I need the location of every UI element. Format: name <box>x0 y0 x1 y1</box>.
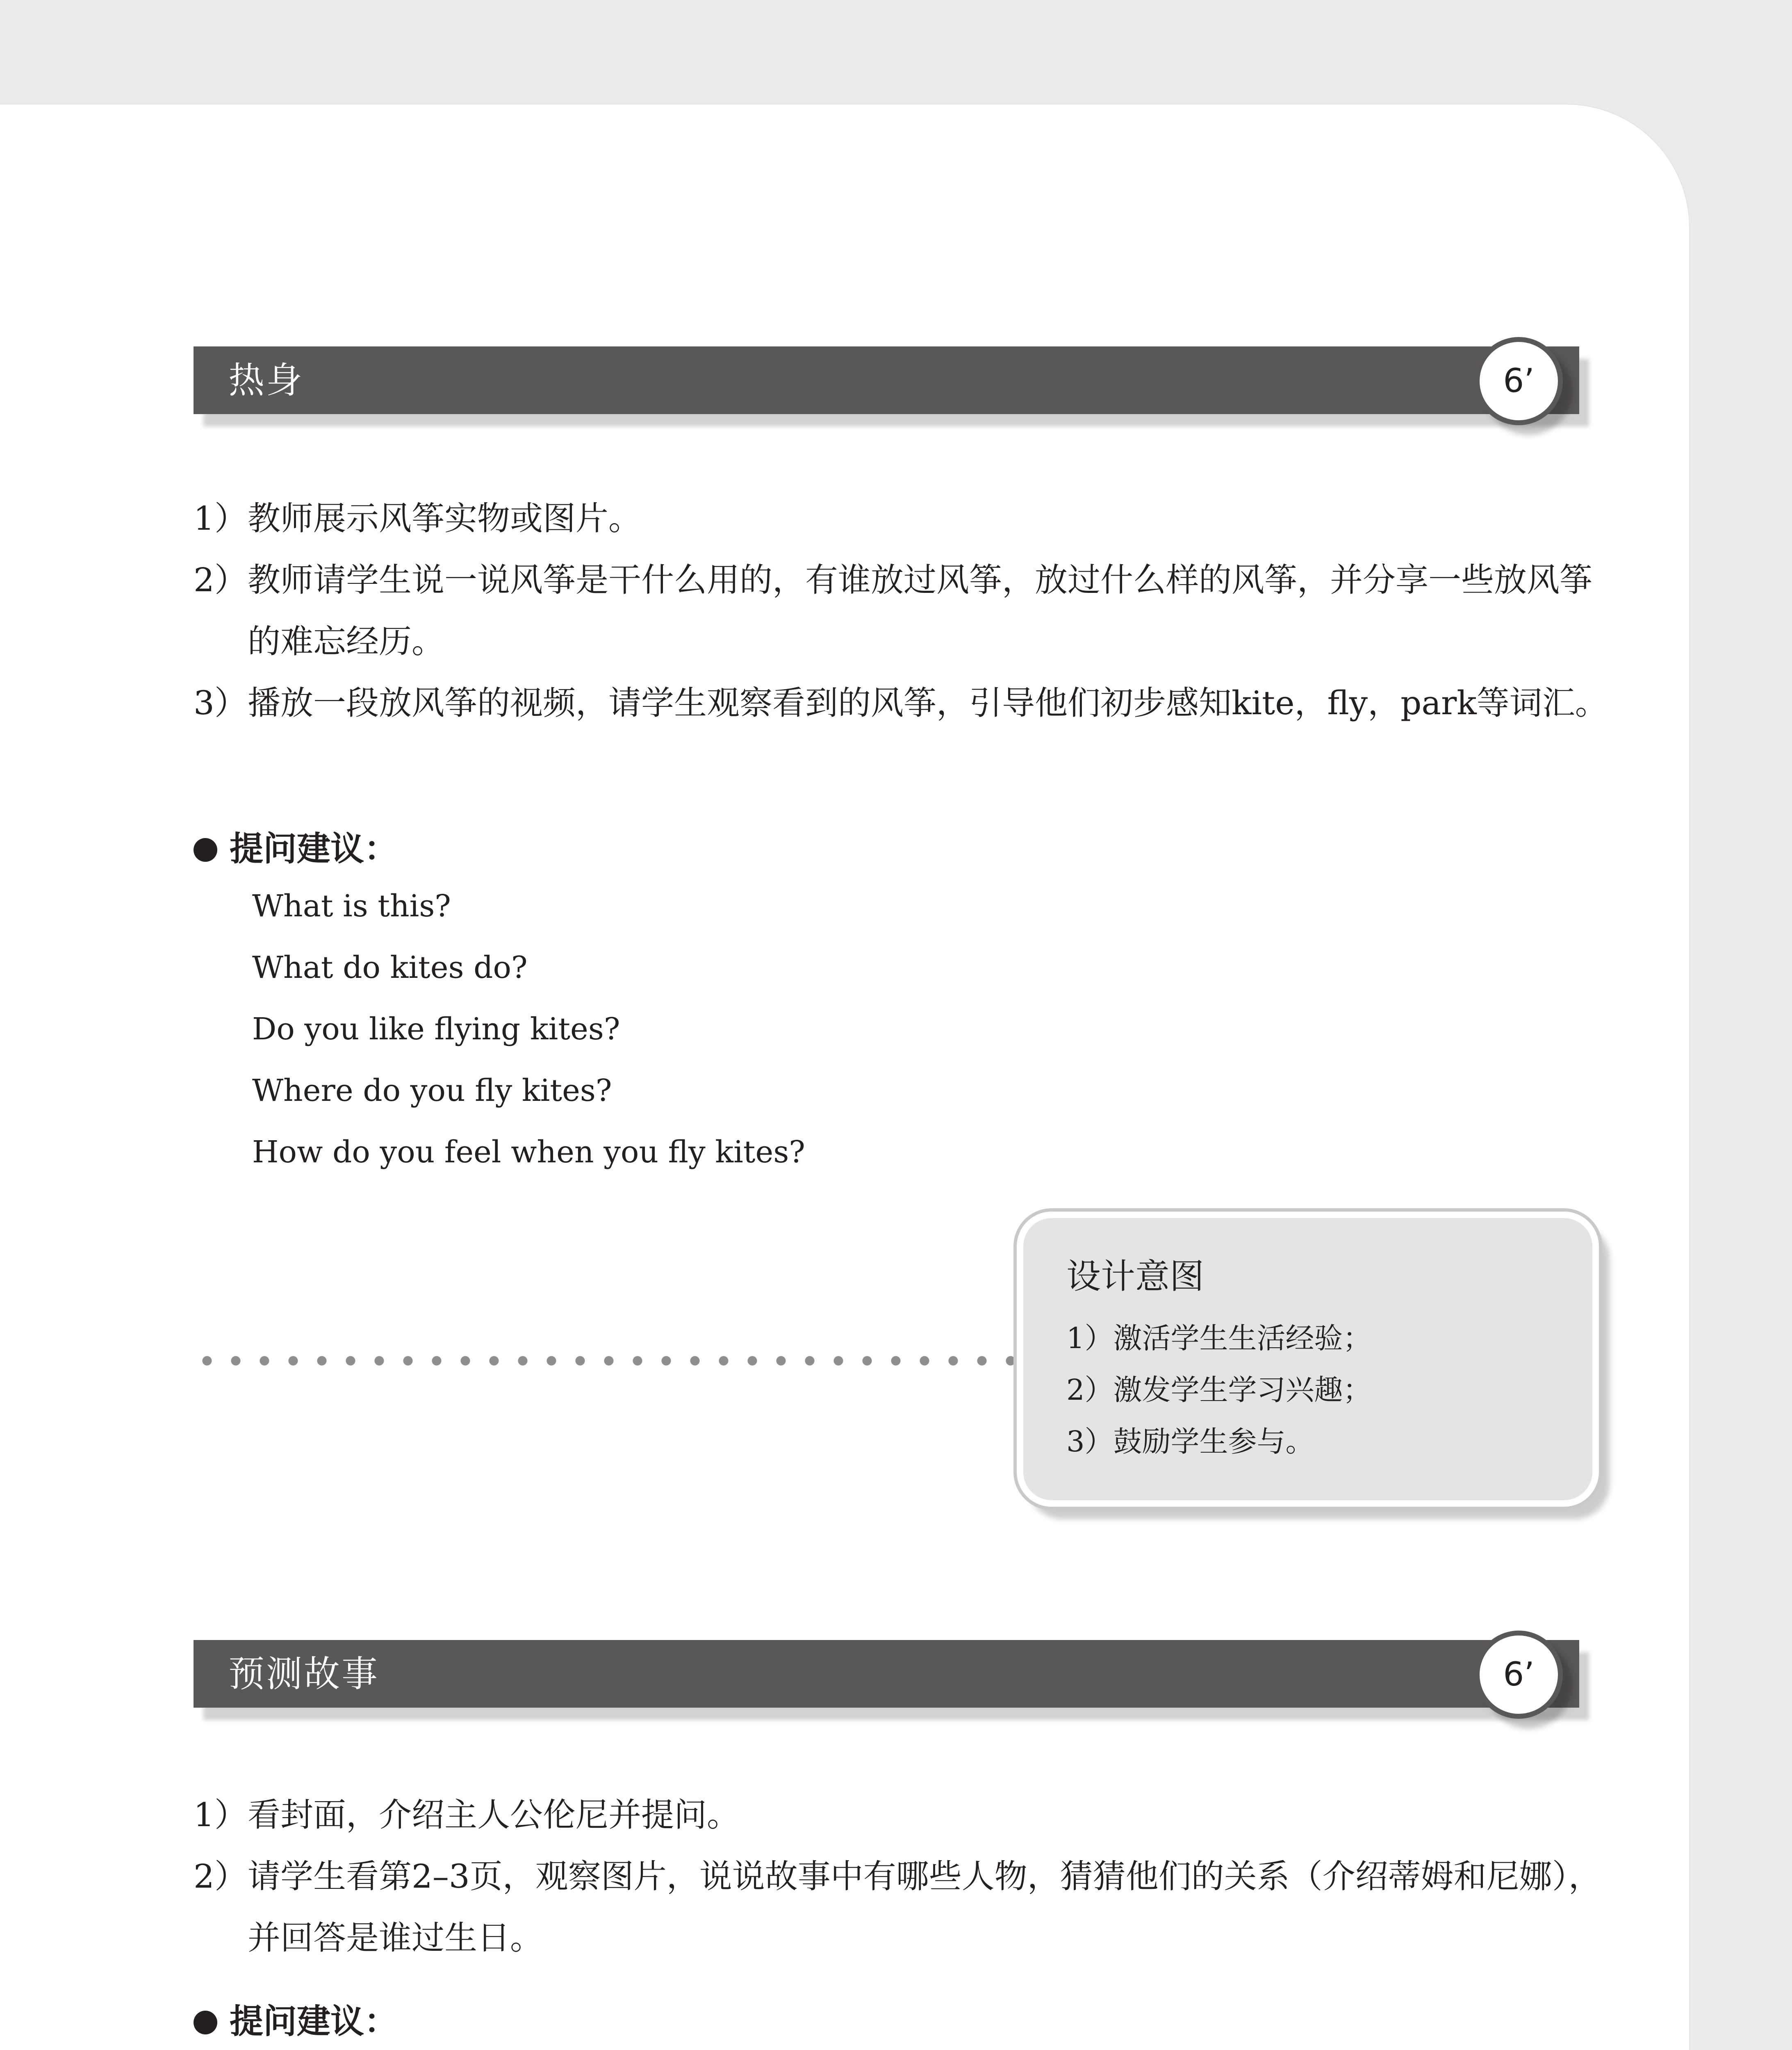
step-number: 1） <box>194 499 247 538</box>
questions-heading-text: 提问建议： <box>230 829 398 868</box>
section-title: 热身 <box>228 359 304 401</box>
step-text: 请学生看第2–3页，观察图片，说说故事中有哪些人物，猜猜他们的关系（介绍蒂姆和尼娜），并回答是谁过生日。 <box>248 1857 1601 1957</box>
bullet-icon <box>194 838 217 862</box>
time-badge: 6’ <box>1475 1631 1563 1719</box>
step-text: 教师请学生说一说风筝是干什么用的，有谁放过风筝，放过什么样的风筝，并分享一些放风筝的难忘经历。 <box>248 561 1592 661</box>
design-intent-item: 1）激活学生生活经验； <box>1066 1321 1372 1355</box>
step-number: 3） <box>194 684 247 722</box>
question-item: What do kites do? <box>252 950 528 985</box>
design-intent-list <box>1066 1312 1372 1467</box>
step-number: 1） <box>194 1796 247 1834</box>
step-text: 看封面，介绍主人公伦尼并提问。 <box>248 1796 740 1834</box>
question-item: Where do you fly kites? <box>252 1073 612 1108</box>
design-intent-box <box>1017 1212 1599 1507</box>
section-title: 预测故事 <box>228 1653 380 1695</box>
bullet-icon <box>194 2011 217 2034</box>
question-item: Do you like flying kites? <box>252 1011 620 1047</box>
question-list <box>252 875 805 1183</box>
section-header-predict <box>194 1640 1579 1708</box>
step-text: 播放一段放风筝的视频，请学生观察看到的风筝，引导他们初步感知kite，fly，park等词汇。 <box>248 684 1608 722</box>
step-number: 2） <box>194 1857 247 1895</box>
question-item: What is this? <box>252 888 451 924</box>
step-item <box>194 1846 1608 1969</box>
question-item: How do you feel when you fly kites? <box>252 1134 805 1170</box>
design-intent-item: 2）激发学生学习兴趣； <box>1066 1373 1372 1407</box>
design-intent-title: 设计意图 <box>1066 1256 1205 1296</box>
time-badge: 6’ <box>1475 337 1563 425</box>
dotted-divider <box>193 1355 1015 1367</box>
step-item <box>194 549 1608 672</box>
step-item <box>194 672 1608 734</box>
questions-heading <box>194 822 398 870</box>
question-item <box>252 2048 925 2050</box>
step-text: 教师展示风筝实物或图片。 <box>248 499 641 538</box>
design-intent-item: 3）鼓励学生参与。 <box>1066 1425 1314 1458</box>
step-item <box>194 1784 1608 1846</box>
steps-list <box>194 488 1608 734</box>
question-list <box>252 2048 925 2050</box>
questions-heading <box>194 1995 398 2043</box>
questions-heading-text: 提问建议： <box>230 2002 398 2041</box>
section-header-warmup <box>194 346 1579 414</box>
step-number: 2） <box>194 561 247 599</box>
step-item <box>194 488 1608 549</box>
steps-list <box>194 1784 1608 1969</box>
